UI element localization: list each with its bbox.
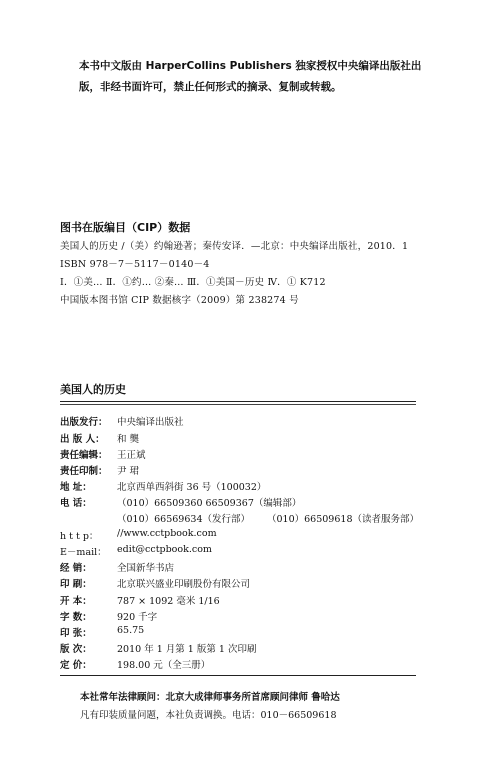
book-title: 美国人的历史 (60, 383, 126, 396)
row-label: 印 刷： (60, 579, 92, 590)
row-value: 787 × 1092 毫米 1/16 (117, 596, 220, 607)
row-label: 开 本： (60, 596, 92, 607)
row-label: 印 张： (60, 628, 92, 639)
row-value: //www.cctpbook.com (117, 528, 217, 539)
row-label: 出 版 人： (60, 434, 105, 445)
row-value: 北京联兴盛业印刷股份有限公司 (117, 579, 251, 590)
row-label: 定 价： (60, 660, 92, 671)
divider (60, 675, 416, 676)
row-value: 65.75 (117, 625, 145, 636)
row-value: 尹 珺 (117, 466, 140, 477)
row-value: （010）66509360 66509367（编辑部） (117, 498, 302, 509)
row-value: 北京西单西斜街 36 号（100032） (117, 482, 267, 493)
row-label: 字 数： (60, 612, 92, 623)
row-label: 地 址： (60, 482, 92, 493)
row-value: 全国新华书店 (117, 563, 175, 574)
cip-line: 美国人的历史 /（美）约翰逊著；秦传安译．—北京：中央编译出版社，2010．1 (60, 241, 409, 252)
copyright-notice: 本书中文版由 HarperCollins Publishers 独家授权中央编译出版社出版，非经书面许可，禁止任何形式的摘录、复制或转载。 (79, 60, 422, 93)
row-label: 经 销： (60, 563, 92, 574)
quality-notice-line: 凡有印装质量问题，本社负责调换。电话：010－66509618 (80, 710, 337, 721)
row-value: 中央编译出版社 (117, 417, 184, 428)
row-label: 版 次： (60, 644, 92, 655)
row-value: 和 龑 (117, 434, 140, 445)
row-label: 责任印制： (60, 466, 108, 477)
cip-line: 中国版本图书馆 CIP 数据核字（2009）第 238274 号 (60, 295, 299, 306)
cip-title: 图书在版编目（CIP）数据 (60, 221, 191, 234)
row-value: edit@cctpbook.com (117, 544, 212, 555)
row-label: 电 话： (60, 498, 92, 509)
row-label: 出版发行： (60, 417, 108, 428)
row-value: （010）66569634（发行部） (117, 514, 250, 525)
row-value: 王正斌 (117, 450, 146, 461)
cip-line: ISBN 978－7－5117－0140－4 (60, 259, 210, 270)
row-label: 责任编辑： (60, 450, 108, 461)
cip-line: Ⅰ．①美… Ⅱ．①约… ②秦… Ⅲ．①美国－历史 Ⅳ．① K712 (60, 277, 326, 288)
row-value: （010）66509618（读者服务部） (267, 514, 419, 525)
divider (60, 401, 416, 402)
divider (60, 404, 416, 405)
row-value: 920 千字 (117, 612, 158, 623)
row-value: 2010 年 1 月第 1 版第 1 次印刷 (117, 644, 257, 655)
row-label: E－mail： (60, 547, 107, 558)
row-label: h t t p： (60, 531, 99, 542)
legal-counsel-line: 本社常年法律顾问：北京大成律师事务所首席顾问律师 鲁哈达 (80, 692, 340, 703)
row-value: 198.00 元（全三册） (117, 660, 211, 671)
